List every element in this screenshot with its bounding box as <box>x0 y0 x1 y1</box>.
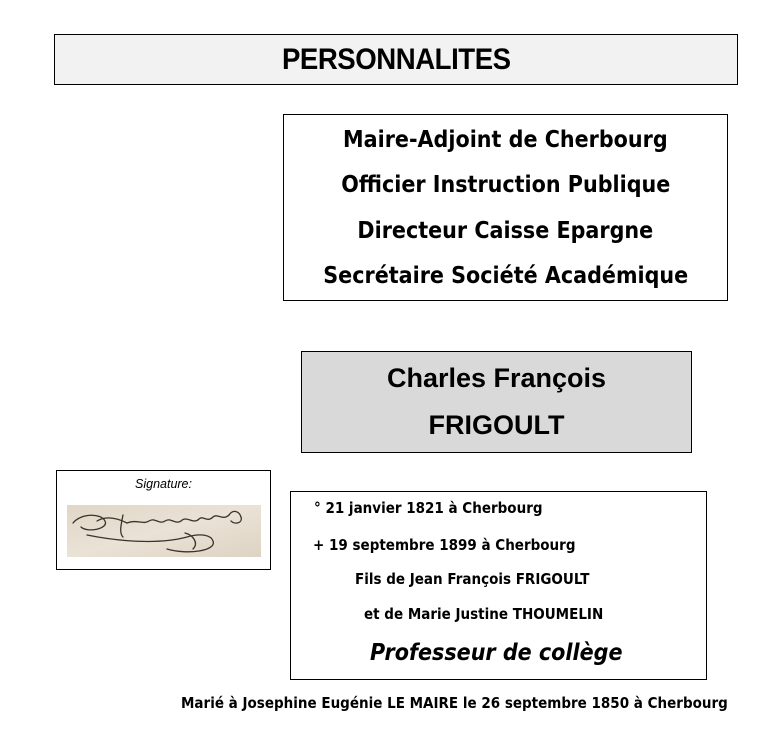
role-line: Secrétaire Société Académique <box>323 263 688 289</box>
profession: Professeur de collège <box>370 640 623 666</box>
page-title: PERSONNALITES <box>281 42 511 76</box>
signature-label: Signature: <box>135 477 192 491</box>
mother-line: et de Marie Justine THOUMELIN <box>364 605 604 623</box>
role-line: Maire-Adjoint de Cherbourg <box>343 126 668 153</box>
roles-panel <box>283 114 728 301</box>
person-name-panel <box>301 351 692 453</box>
last-name: FRIGOULT <box>428 410 565 440</box>
first-names: Charles François <box>386 363 607 393</box>
signature-panel <box>56 470 271 570</box>
role-line: Officier Instruction Publique <box>340 172 671 198</box>
role-line: Directeur Caisse Epargne <box>357 217 654 244</box>
marriage-line: Marié à Josephine Eugénie LE MAIRE le 26 septembre 1850 à Cherbourg <box>181 694 728 712</box>
title-banner <box>54 34 738 85</box>
father-line: Fils de Jean François FRIGOULT <box>355 570 590 588</box>
birth-line: ° 21 janvier 1821 à Cherbourg <box>314 499 543 517</box>
signature-image <box>67 505 261 557</box>
details-panel <box>290 491 707 680</box>
death-line: + 19 septembre 1899 à Cherbourg <box>313 536 576 554</box>
